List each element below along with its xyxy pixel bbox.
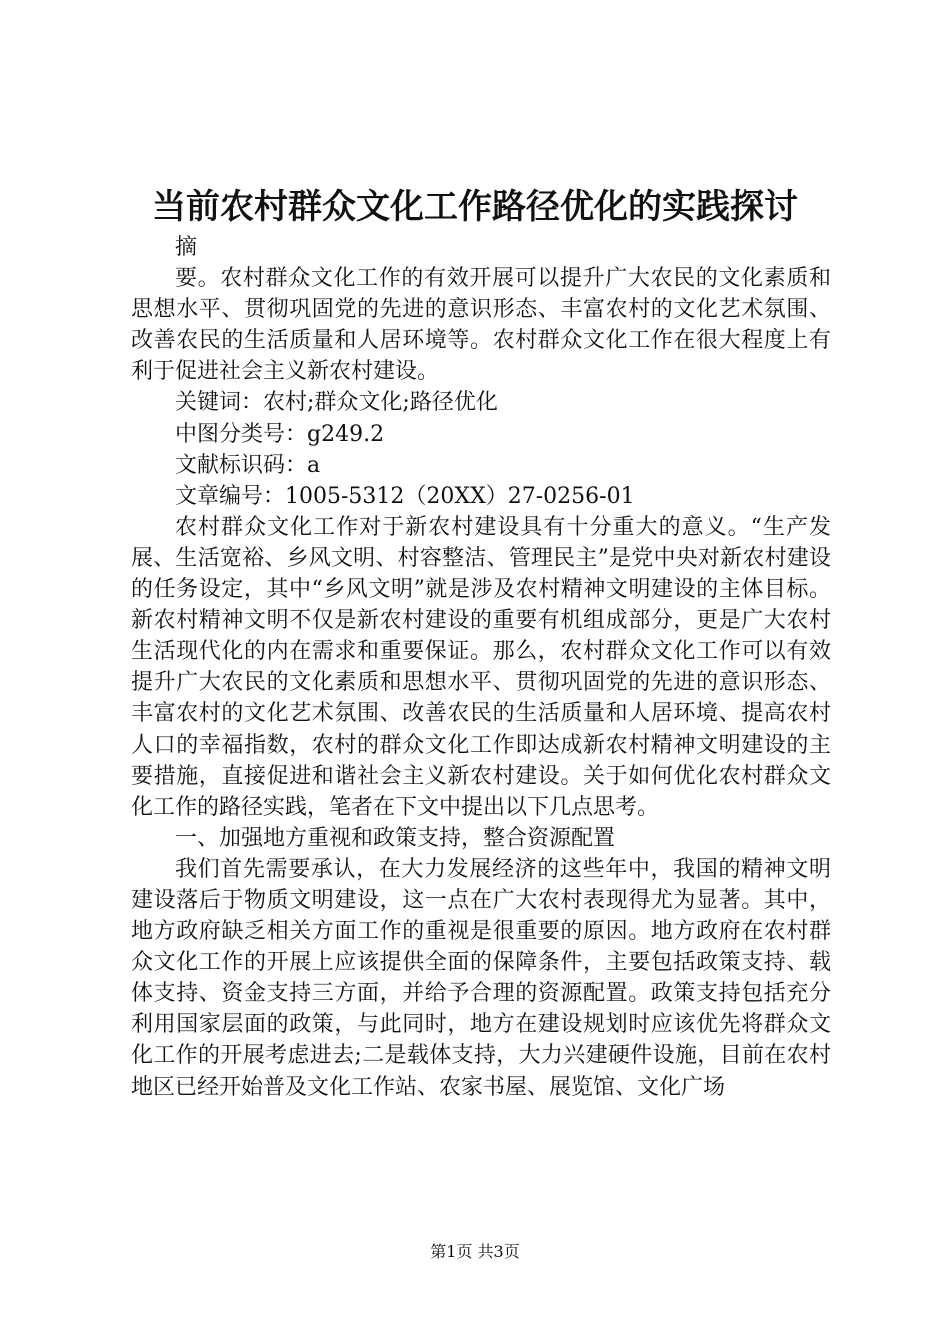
intro-paragraph: 农村群众文化工作对于新农村建设具有十分重大的意义。“生产发展、生活宽裕、乡风文明、村容整洁、管理民主”是党中央对新农村建设的任务设定，其中“乡风文明”就是涉及农村精神文明建设的主体目标。新农村精神文明不仅是新农村建设的重要有机组成部分，更是广大农村生活现代化的内在需求和重要保证。那么，农村群众文化工作可以有效提升广大农民的文化素质和思想水平、贯彻巩固党的先进的意识形态、丰富农村的文化艺术氛围、改善农民的生活质量和人居环境、提高农村人口的幸福指数，农村的群众文化工作即达成新农村精神文明建设的主要措施，直接促进和谐社会主义新农村建设。关于如何优化农村群众文化工作的路径实践，笔者在下文中提出以下几点思考。 xyxy=(131,514,831,820)
classification-line: 中图分类号：g249.2 xyxy=(175,421,385,447)
document-body xyxy=(131,232,831,1103)
article-number-line: 文章编号：1005-5312（20XX）27-0256-01 xyxy=(175,483,635,509)
abstract-paragraph: 要。农村群众文化工作的有效开展可以提升广大农民的文化素质和思想水平、贯彻巩固党的先进的意识形态、丰富农村的文化艺术氛围、改善农民的生活质量和人居环境等。农村群众文化工作在很大程度上有利于促进社会主义新农村建设。 xyxy=(131,266,831,385)
section-paragraph: 我们首先需要承认，在大力发展经济的这些年中，我国的精神文明建设落后于物质文明建设，这一点在广大农村表现得尤为显著。其中，地方政府缺乏相关方面工作的重视是很重要的原因。地方政府在农村群众文化工作的开展上应该提供全面的保障条件，主要包括政策支持、载体支持、资金支持三方面，并给予合理的资源配置。政策支持包括充分利用国家层面的政策，与此同时，地方在建设规划时应该优先将群众文化工作的开展考虑进去;二是载体支持，大力兴建硬件设施，目前在农村地区已经开始普及文化工作站、农家书屋、展览馆、文化广场 xyxy=(131,856,831,1100)
document-title: 当前农村群众文化工作路径优化的实践探讨 xyxy=(152,187,798,227)
keywords-line: 关键词：农村;群众文化;路径优化 xyxy=(175,390,498,416)
abstract-label: 摘 xyxy=(175,235,198,260)
section-heading: 一、加强地方重视和政策支持，整合资源配置 xyxy=(175,825,616,851)
document-code-line: 文献标识码：a xyxy=(175,452,321,478)
page-footer: 第1页 共3页 xyxy=(430,1242,520,1261)
